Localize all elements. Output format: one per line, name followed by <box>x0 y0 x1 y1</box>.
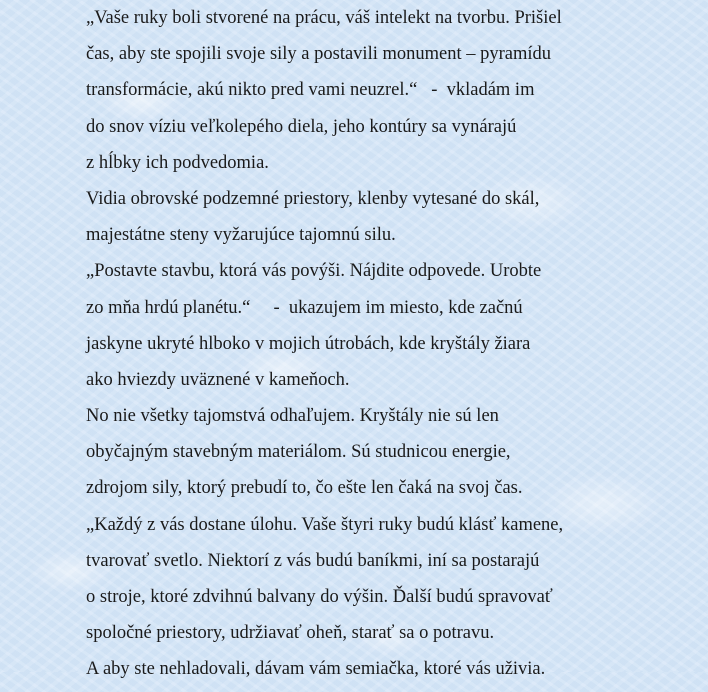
text-line: do snov víziu veľkolepého diela, jeho kontúry sa vynárajú <box>86 116 517 137</box>
text-line: zo mňa hrdú planétu.“ - ukazujem im miesto, kde začnú <box>86 297 523 318</box>
text-line: Vidia obrovské podzemné priestory, klenby vytesané do skál, <box>86 188 540 209</box>
document-body <box>86 4 686 692</box>
text-line: obyčajným stavebným materiálom. Sú studnicou energie, <box>86 442 511 463</box>
text-line: čas, aby ste spojili svoje sily a postavili monument – pyramídu <box>86 44 552 65</box>
text-line: No nie všetky tajomstvá odhaľujem. Kryštály nie sú len <box>86 406 499 427</box>
text-line: tvarovať svetlo. Niektorí z vás budú baníkmi, iní sa postarajú <box>86 550 540 571</box>
text-line: „Postavte stavbu, ktorá vás povýši. Nájdite odpovede. Urobte <box>86 261 542 282</box>
text-line: „Každý z vás dostane úlohu. Vaše štyri ruky budú klásť kamene, <box>86 514 564 535</box>
text-line: majestátne steny vyžarujúce tajomnú silu. <box>86 225 396 246</box>
text-line: ako hviezdy uväznené v kameňoch. <box>86 369 350 390</box>
text-line: o stroje, ktoré zdvihnú balvany do výšin. Ďalší budú spravovať <box>86 587 553 607</box>
text-line: transformácie, akú nikto pred vami neuzrel.“ - vkladám im <box>86 80 535 101</box>
text-line: spoločné priestory, udržiavať oheň, starať sa o potravu. <box>86 623 495 644</box>
text-line: jaskyne ukryté hlboko v mojich útrobách, kde kryštály žiara <box>86 333 531 354</box>
text-line: z hĺbky ich podvedomia. <box>86 152 269 173</box>
text-line: A aby ste nehladovali, dávam vám semiačka, ktoré vás uživia. <box>86 659 546 680</box>
text-line: zdrojom sily, ktorý prebudí to, čo ešte len čaká na svoj čas. <box>86 478 523 499</box>
text-line: „Vaše ruky boli stvorené na prácu, váš intelekt na tvorbu. Prišiel <box>86 8 562 28</box>
